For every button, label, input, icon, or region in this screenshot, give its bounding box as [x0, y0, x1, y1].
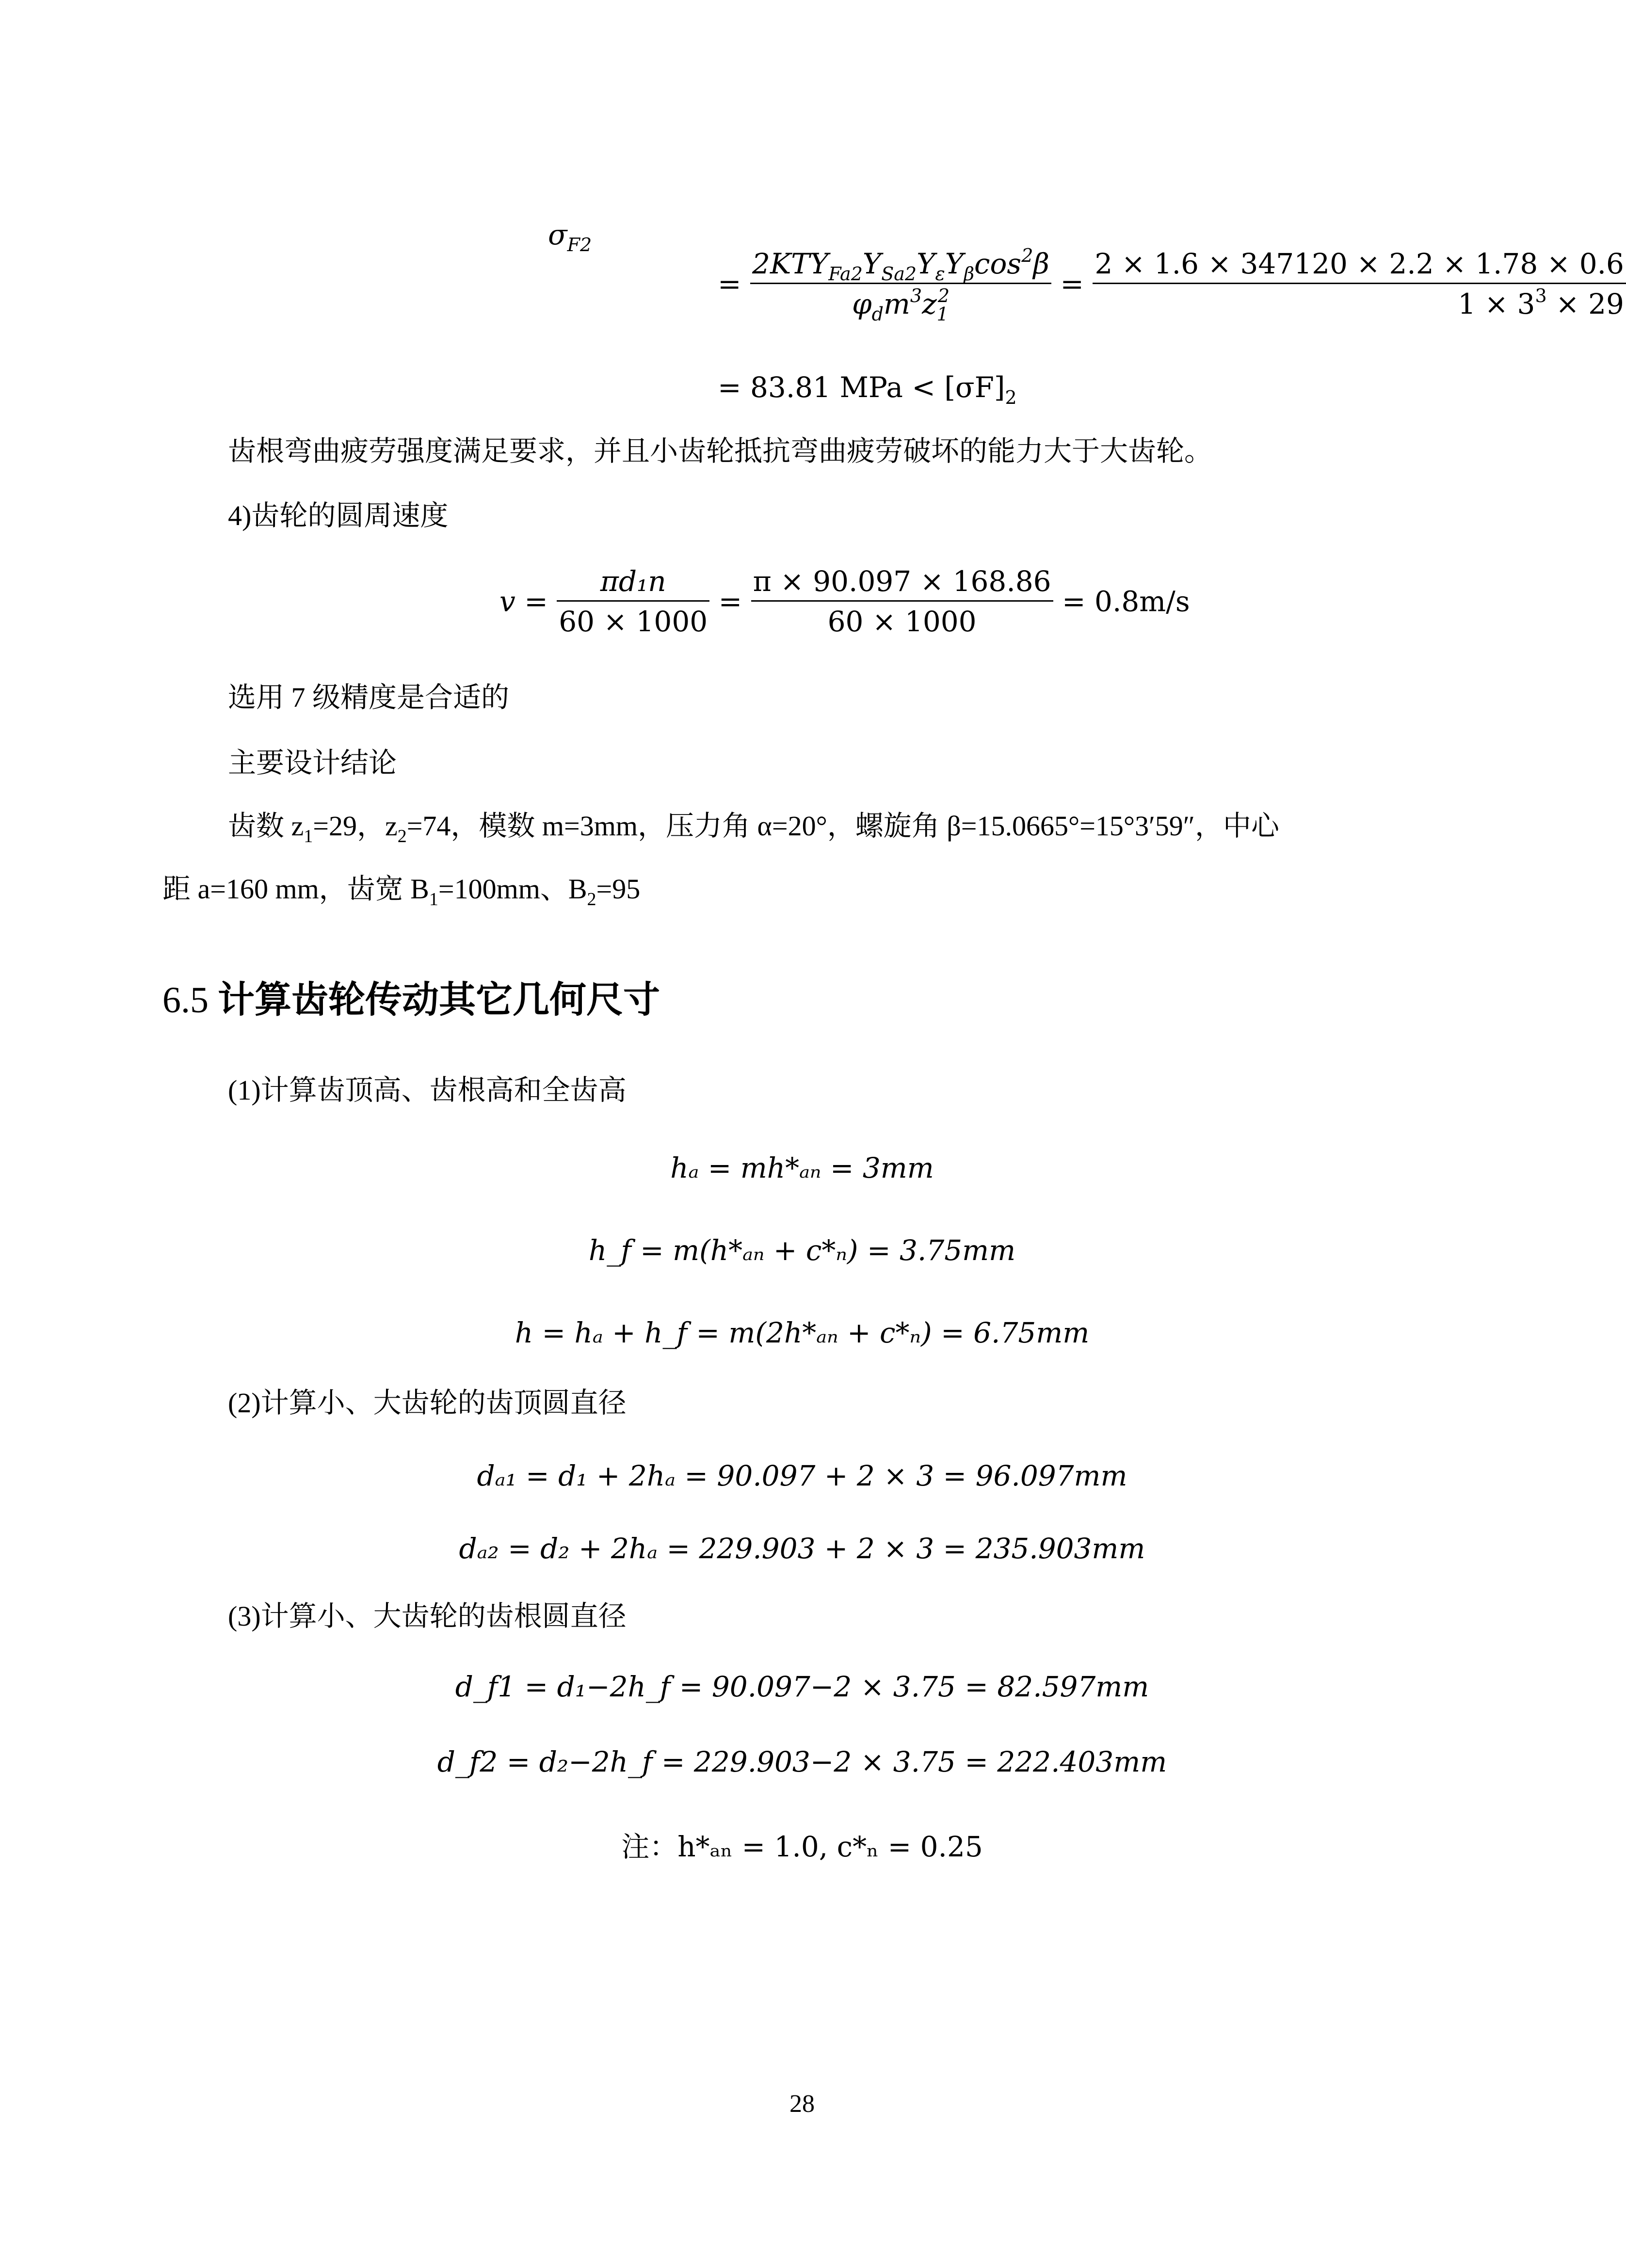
step3-title: (3)计算小、大齿轮的齿根圆直径: [228, 1600, 627, 1632]
sigma-f2-result: = 83.81 MPa < $[\sigma F]_2$: [718, 371, 1017, 408]
step2-title: (2)计算小、大齿轮的齿顶圆直径: [228, 1387, 627, 1419]
eq-whole-depth: h = hₐ + h_f = m(2h*ₐₙ + c*ₙ) = 6.75mm: [515, 1316, 1090, 1349]
conclusion-line-1: 齿数 $z_1=29$，$z_2=74$，模数 m=3mm，压力角 α=20°，螺旋角 β=15.0665°=15°3′59″，中心: [228, 810, 1279, 847]
eq-dedendum-height: h_f = m(h*ₐₙ + c*ₙ) = 3.75mm: [588, 1234, 1016, 1267]
precision-paragraph: 选用 7 级精度是合适的: [228, 682, 510, 713]
eq-root-diameter-2: d_f2 = d₂−2h_f = 229.903−2 × 3.75 = 222.403mm: [437, 1745, 1167, 1778]
coefficient-note: 注：h*ₐₙ = 1.0, c*ₙ = 0.25: [621, 1830, 983, 1863]
speed-title: 4)齿轮的圆周速度: [228, 500, 449, 531]
sigma-f2-formula: = $\frac{2KTY_{Fa2}Y_{Sa2}Y_\varepsilon Y_\beta\cos^2\beta}{\varphi_dm^3z_1^2}$ = $\frac{2 \times 1.6 \times 347120 \times 2.2 \times 1.78 \times 0.6}{1 \times 3^3 \times 29}$: [718, 250, 1626, 318]
eq-root-diameter-1: d_f1 = d₁−2h_f = 90.097−2 × 3.75 = 82.597mm: [455, 1670, 1149, 1703]
conclusion-line-2: 距 a=160 mm，齿宽 $B_1=100mm$、$B_2=95$: [162, 873, 641, 910]
eq-tip-diameter-2: dₐ₂ = d₂ + 2hₐ = 229.903 + 2 × 3 = 235.903mm: [459, 1532, 1145, 1565]
section-heading: 6.5 计算齿轮传动其它几何尺寸: [162, 980, 660, 1021]
bending-conclusion-paragraph: 齿根弯曲疲劳强度满足要求，并且小齿轮抵抗弯曲疲劳破坏的能力大于大齿轮。: [228, 435, 1213, 467]
conclusion-title: 主要设计结论: [228, 747, 397, 779]
velocity-equation: v = $\frac{\text{πd₁n}}{60 \times 1000}$ = $\frac{\pi \times 90.097 \times 168.86}{60 \times 1000}$ = 0.8m/s: [499, 565, 1190, 638]
sigma-f2-lhs: $\sigma_{F2}$: [548, 218, 592, 256]
eq-tip-diameter-1: dₐ₁ = d₁ + 2hₐ = 90.097 + 2 × 3 = 96.097mm: [477, 1459, 1127, 1492]
page-number: 28: [789, 2090, 815, 2118]
sigma-f2-numeric-fraction: $\frac{2 \times 1.6 \times 347120 \times 2.2 \times 1.78 \times 0.6}{1 \times 3^3 \times 29}$: [1093, 250, 1626, 318]
sigma-f2-symbolic-fraction: $\frac{2KTY_{Fa2}Y_{Sa2}Y_\varepsilon Y_\beta\cos^2\beta}{\varphi_dm^3z_1^2}$: [750, 250, 1051, 318]
eq-addendum-height: hₐ = mh*ₐₙ = 3mm: [670, 1151, 934, 1184]
step1-title: (1)计算齿顶高、齿根高和全齿高: [228, 1074, 627, 1106]
